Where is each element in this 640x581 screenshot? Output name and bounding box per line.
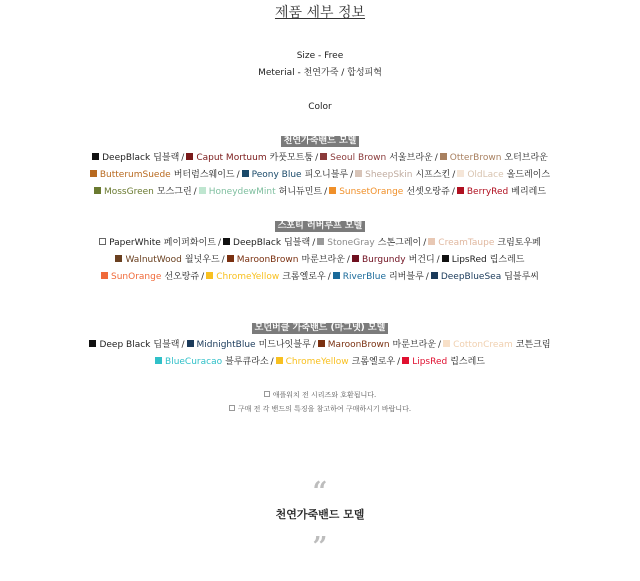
separator: / [312,238,316,248]
color-name-en: DeepBlack [233,238,282,248]
separator: / [397,357,401,367]
separator: / [434,153,438,163]
color-name-ko: 딥블랙 [153,153,180,163]
note-compatibility: 애플워치 전 시리즈와 호환됩니다. [0,389,640,402]
color-name-ko: 모스그린 [156,187,192,197]
color-name-en: Seoul Brown [330,153,387,163]
color-swatch-icon [318,340,325,347]
color-swatch-icon [333,272,340,279]
separator: / [193,187,197,197]
color-swatch-icon [94,187,101,194]
color-swatch-icon [206,272,213,279]
color-swatch-icon [101,272,108,279]
color-name-ko: 서울브라운 [389,153,433,163]
color-name-en: RiverBlue [342,272,386,282]
color-swatch-icon [186,153,193,160]
color-name-en: BerryRed [466,187,509,197]
color-swatch-icon [352,255,359,262]
color-swatch-icon [115,255,122,262]
separator: / [350,170,354,180]
separator: / [436,255,440,265]
separator: / [438,340,442,350]
color-swatch-icon [92,153,99,160]
checkbox-icon [229,405,235,411]
separator: / [217,238,222,248]
separator: / [270,357,274,367]
color-name-ko: 오터브라운 [504,153,548,163]
color-name-ko: 스톤그레이 [377,238,422,248]
color-swatch-icon [431,272,438,279]
separator: / [221,255,225,265]
color-name-en: DeepBlack [102,153,151,163]
color-name-en: MossGreen [103,187,154,197]
color-name-en: MaroonBrown [327,340,390,350]
color-row [0,254,640,267]
section-header [0,135,640,148]
section-header [0,220,640,233]
color-name-ko: 블루큐라소 [225,357,269,367]
separator: / [312,340,316,350]
color-swatch-icon [276,357,283,364]
separator: / [327,272,331,282]
color-swatch-icon [443,340,450,347]
color-name-ko: 베리레드 [511,187,547,197]
close-quote-icon: ” [312,532,328,562]
color-row [0,237,640,250]
color-name-ko: 선오랑쥬 [164,272,200,282]
separator: / [423,238,427,248]
color-name-en: CreamTaupe [438,238,495,248]
bottom-section-title: 천연가죽밴드 모델 [275,508,365,521]
color-name-ko: 선셋오랑쥬 [406,187,450,197]
color-swatch-icon [199,187,206,194]
color-name-en: HoneydewMint [208,187,276,197]
color-swatch-icon [223,238,230,245]
color-swatch-icon [90,170,97,177]
separator: / [452,170,456,180]
color-row [0,271,640,284]
note-purchase: 구매 전 각 밴드의 특징을 참고하여 구매하시기 바랍니다. [0,403,640,416]
color-swatch-icon [227,255,234,262]
color-name-en: Deep Black [99,340,151,350]
color-name-en: StoneGray [327,238,375,248]
color-swatch-icon [242,170,249,177]
color-swatch-icon [457,170,464,177]
color-swatch-icon [320,153,327,160]
color-swatch-icon [329,187,336,194]
color-name-ko: 버터럼스웨이드 [173,170,235,180]
color-name-ko: 딥블랙 [153,340,180,350]
color-row [0,169,640,182]
section-title-natural-leather: 천연가죽밴드 모델 [281,136,360,147]
separator: / [201,272,205,282]
color-name-ko: 딥블루씨 [504,272,539,282]
color-name-en: Peony Blue [251,170,302,180]
separator: / [425,272,429,282]
open-quote-icon: “ [312,477,328,507]
color-swatch-icon [187,340,194,347]
color-name-en: LipsRed [451,255,487,265]
color-name-ko: 크롬옐로우 [282,272,326,282]
color-name-ko: 시프스킨 [415,170,451,180]
color-name-en: SunsetOrange [339,187,404,197]
section-header [0,322,640,335]
color-heading: Color [308,102,332,112]
color-name-ko: 립스레드 [489,255,525,265]
separator: / [236,170,240,180]
color-swatch-icon [317,238,324,245]
color-name-en: LipsRed [412,357,448,367]
section-title-sporty-rubber-loop: 스포티 러버루프 모델 [275,221,366,232]
color-name-en: DeepBlueSea [440,272,502,282]
color-name-ko: 코튼크림 [515,340,551,350]
color-name-en: SunOrange [111,272,162,282]
color-row [0,356,640,369]
page-title: 제품 세부 정보 [274,5,366,21]
color-name-en: OtterBrown [449,153,502,163]
color-name-ko: 딥블랙 [284,238,311,248]
color-name-en: CottonCream [453,340,513,350]
color-name-en: SheepSkin [365,170,413,180]
color-name-ko: 크림토우페 [497,238,541,248]
color-name-en: Caput Mortuum [196,153,267,163]
color-row [0,152,640,165]
color-swatch-icon [89,340,96,347]
color-name-en: Burgundy [361,255,406,265]
color-name-en: PaperWhite [109,238,161,248]
separator: / [346,255,350,265]
color-name-en: MaroonBrown [236,255,299,265]
color-swatch-icon [99,238,106,245]
separator: / [451,187,455,197]
color-name-ko: 올드레이스 [506,170,551,180]
color-name-ko: 리버블루 [388,272,424,282]
material-line: Meterial - 천연가죽 / 합성피혁 [258,68,382,78]
color-name-en: OldLace [467,170,504,180]
color-name-en: ChromeYellow [285,357,349,367]
color-name-ko: 미드나잇블루 [258,340,311,350]
color-name-ko: 버건디 [408,255,435,265]
color-name-ko: 카풋모트툼 [269,153,314,163]
color-swatch-icon [402,357,409,364]
separator: / [181,153,185,163]
color-name-ko: 페이퍼화이트 [163,238,216,248]
color-name-en: MidnightBlue [196,340,256,350]
color-swatch-icon [428,238,435,245]
color-swatch-icon [155,357,162,364]
color-name-en: WalnutWood [125,255,182,265]
color-swatch-icon [355,170,362,177]
color-swatch-icon [442,255,449,262]
size-line: Size - Free [296,51,344,61]
color-swatch-icon [440,153,447,160]
separator: / [315,153,319,163]
color-name-ko: 월넛우드 [184,255,220,265]
color-swatch-icon [457,187,464,194]
color-name-en: ChromeYellow [216,272,280,282]
color-name-ko: 피오니블루 [304,170,349,180]
color-name-en: ButterumSuede [99,170,171,180]
separator: / [181,340,185,350]
color-name-ko: 립스레드 [450,357,485,367]
color-name-ko: 크롬옐로우 [351,357,396,367]
checkbox-icon [264,391,270,397]
color-name-ko: 허니듀민트 [278,187,323,197]
color-name-ko: 마룬브라운 [392,340,437,350]
color-row [0,186,640,199]
color-name-en: BlueCuracao [165,357,223,367]
color-name-ko: 마룬브라운 [301,255,345,265]
section-title-modern-buckle: 모던버클 가죽밴드 (마그넷) 모델 [252,323,389,334]
color-row [0,339,640,352]
separator: / [324,187,328,197]
